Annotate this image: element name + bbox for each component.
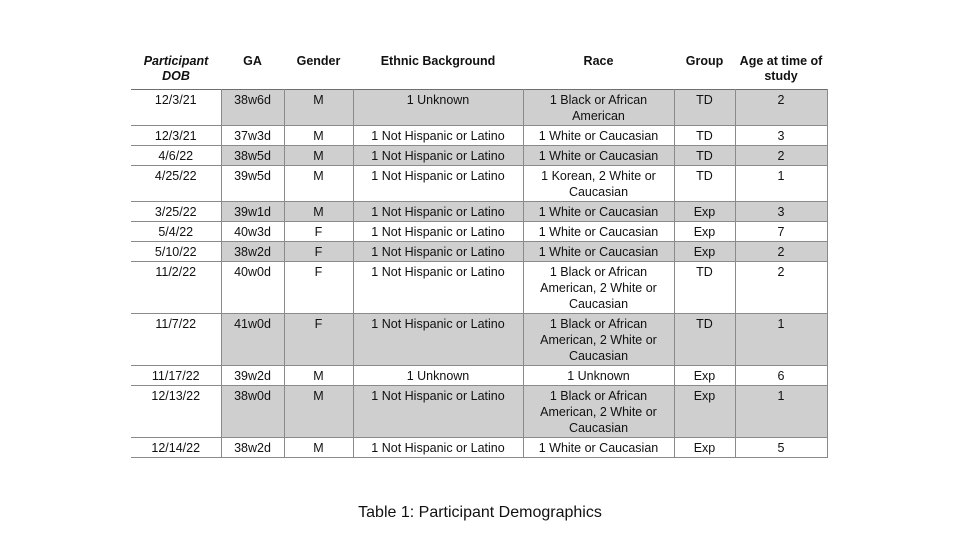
cell-group: Exp (674, 222, 735, 242)
cell-ethnic-background: 1 Not Hispanic or Latino (353, 386, 523, 438)
cell-dob: 11/2/22 (131, 262, 221, 314)
cell-ethnic-background: 1 Unknown (353, 366, 523, 386)
cell-race: 1 White or Caucasian (523, 438, 674, 458)
cell-gender: M (284, 166, 353, 202)
cell-gender: M (284, 90, 353, 126)
header-ethnic-background: Ethnic Background (380, 54, 496, 68)
table-caption: Table 1: Participant Demographics (358, 504, 602, 521)
cell-race: 1 Black or African American, 2 White or Caucasian (523, 314, 674, 366)
cell-group: Exp (674, 202, 735, 222)
cell-group: Exp (674, 438, 735, 458)
table-row (131, 166, 827, 202)
cell-ga: 38w0d (221, 386, 284, 438)
cell-gender: F (284, 314, 353, 366)
cell-race: 1 White or Caucasian (523, 126, 674, 146)
cell-group: TD (674, 314, 735, 366)
table-row (131, 90, 827, 126)
cell-ethnic-background: 1 Not Hispanic or Latino (353, 438, 523, 458)
cell-group: TD (674, 90, 735, 126)
cell-ga: 38w2d (221, 438, 284, 458)
cell-ga: 38w6d (221, 90, 284, 126)
header-race: Race (583, 54, 614, 68)
cell-ethnic-background: 1 Not Hispanic or Latino (353, 146, 523, 166)
cell-ga: 38w2d (221, 242, 284, 262)
cell-ethnic-background: 1 Not Hispanic or Latino (353, 166, 523, 202)
cell-race: 1 White or Caucasian (523, 202, 674, 222)
cell-group: Exp (674, 242, 735, 262)
header-ga: GA (243, 54, 262, 68)
cell-gender: M (284, 202, 353, 222)
cell-dob: 12/13/22 (131, 386, 221, 438)
table-row (131, 146, 827, 166)
cell-race: 1 Korean, 2 White or Caucasian (523, 166, 674, 202)
cell-dob: 12/3/21 (131, 126, 221, 146)
cell-dob: 5/4/22 (131, 222, 221, 242)
cell-ethnic-background: 1 Not Hispanic or Latino (353, 262, 523, 314)
cell-race: 1 White or Caucasian (523, 146, 674, 166)
cell-age: 6 (735, 366, 827, 386)
cell-dob: 11/7/22 (131, 314, 221, 366)
cell-dob: 12/14/22 (131, 438, 221, 458)
cell-ga: 37w3d (221, 126, 284, 146)
cell-group: TD (674, 126, 735, 146)
header-age-at-time-of-study: Age at time of study (739, 54, 823, 83)
cell-age: 2 (735, 242, 827, 262)
cell-age: 3 (735, 202, 827, 222)
cell-dob: 4/6/22 (131, 146, 221, 166)
cell-race: 1 White or Caucasian (523, 222, 674, 242)
table-row (131, 386, 827, 438)
table-header-row (131, 52, 827, 90)
cell-race: 1 Black or African American (523, 90, 674, 126)
cell-ethnic-background: 1 Unknown (353, 90, 523, 126)
cell-gender: M (284, 386, 353, 438)
cell-gender: M (284, 438, 353, 458)
cell-age: 3 (735, 126, 827, 146)
cell-dob: 4/25/22 (131, 166, 221, 202)
table-row (131, 222, 827, 242)
cell-age: 7 (735, 222, 827, 242)
cell-age: 5 (735, 438, 827, 458)
table-body (131, 90, 827, 458)
cell-group: Exp (674, 386, 735, 438)
cell-age: 2 (735, 146, 827, 166)
cell-group: TD (674, 166, 735, 202)
cell-gender: M (284, 126, 353, 146)
cell-gender: F (284, 242, 353, 262)
cell-gender: F (284, 222, 353, 242)
demographics-table (131, 52, 828, 458)
cell-group: TD (674, 262, 735, 314)
cell-race: 1 White or Caucasian (523, 242, 674, 262)
cell-group: Exp (674, 366, 735, 386)
cell-ga: 41w0d (221, 314, 284, 366)
table-row (131, 366, 827, 386)
cell-ethnic-background: 1 Not Hispanic or Latino (353, 314, 523, 366)
header-group: Group (685, 54, 724, 68)
cell-ethnic-background: 1 Not Hispanic or Latino (353, 202, 523, 222)
table-row (131, 202, 827, 222)
cell-age: 1 (735, 314, 827, 366)
cell-gender: M (284, 146, 353, 166)
cell-ga: 40w0d (221, 262, 284, 314)
cell-age: 1 (735, 166, 827, 202)
header-participant-dob: Participant DOB (143, 54, 209, 83)
cell-age: 1 (735, 386, 827, 438)
cell-race: 1 Black or African American, 2 White or Caucasian (523, 262, 674, 314)
cell-dob: 3/25/22 (131, 202, 221, 222)
cell-race: 1 Black or African American, 2 White or Caucasian (523, 386, 674, 438)
table-row (131, 262, 827, 314)
cell-dob: 5/10/22 (131, 242, 221, 262)
cell-ga: 39w1d (221, 202, 284, 222)
table-row (131, 242, 827, 262)
cell-gender: F (284, 262, 353, 314)
cell-ethnic-background: 1 Not Hispanic or Latino (353, 126, 523, 146)
cell-gender: M (284, 366, 353, 386)
cell-ga: 40w3d (221, 222, 284, 242)
cell-dob: 11/17/22 (131, 366, 221, 386)
header-gender: Gender (296, 54, 341, 68)
cell-ga: 39w5d (221, 166, 284, 202)
cell-ga: 38w5d (221, 146, 284, 166)
cell-ga: 39w2d (221, 366, 284, 386)
cell-age: 2 (735, 90, 827, 126)
table-row (131, 438, 827, 458)
cell-age: 2 (735, 262, 827, 314)
cell-dob: 12/3/21 (131, 90, 221, 126)
table-row (131, 126, 827, 146)
cell-group: TD (674, 146, 735, 166)
cell-ethnic-background: 1 Not Hispanic or Latino (353, 242, 523, 262)
cell-ethnic-background: 1 Not Hispanic or Latino (353, 222, 523, 242)
table-row (131, 314, 827, 366)
cell-race: 1 Unknown (523, 366, 674, 386)
